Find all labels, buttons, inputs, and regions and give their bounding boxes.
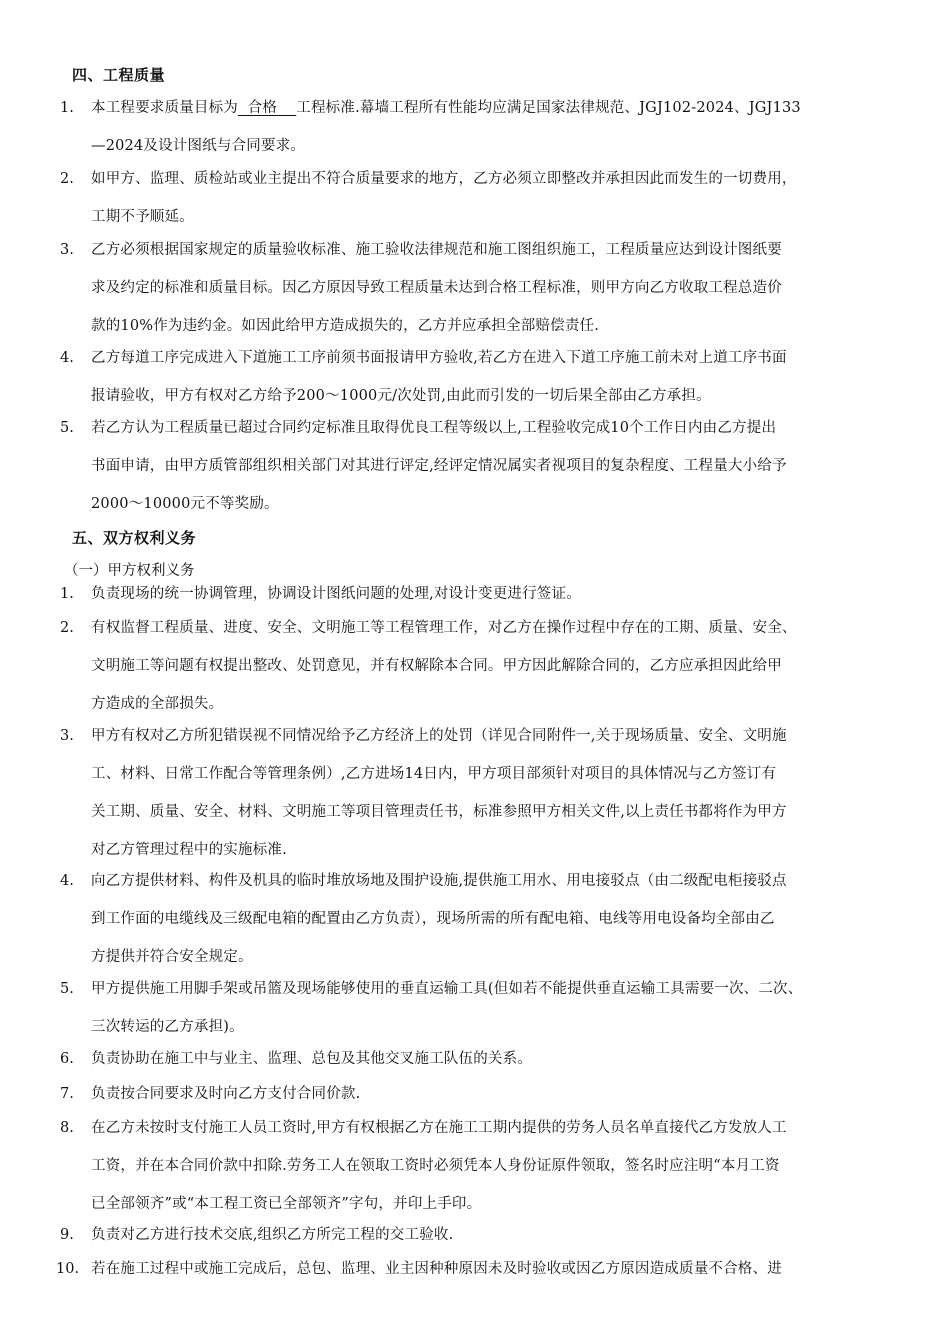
section-4-heading: 四、工程质量: [72, 66, 166, 84]
item-line: 乙方每道工序完成进入下道施工工序前须书面报请甲方验收,若乙方在进入下道工序施工前未对上道工序书面: [91, 350, 787, 366]
item-number: 7.: [60, 1086, 74, 1102]
item-line: 报请验收，甲方有权对乙方给予200～1000元/次处罚,由此而引发的一切后果全部由乙方承担。: [91, 388, 711, 404]
quality-target-underlined: 合格: [238, 100, 297, 116]
item-line: 甲方有权对乙方所犯错误视不同情况给予乙方经济上的处罚（详见合同附件一,关于现场质量、安全、文明施: [91, 728, 787, 744]
item-line: 负责协助在施工中与业主、监理、总包及其他交叉施工队伍的关系。: [91, 1051, 532, 1067]
item-line: 关工期、质量、安全、材料、文明施工等项目管理责任书，标准参照甲方相关文件,以上责任书都将作为甲方: [91, 804, 787, 820]
section-5-subheading: （一）甲方权利义务: [64, 563, 195, 579]
item-line: 乙方必须根据国家规定的质量验收标准、施工验收法律规范和施工图组织施工，工程质量应达到设计图纸要: [91, 242, 782, 258]
item-line: 对乙方管理过程中的实施标准.: [91, 842, 287, 858]
item-line: 本工程要求质量目标为 合格 工程标准.幕墙工程所有性能均应满足国家法律规范、JGJ102-2024、JGJ133: [91, 100, 801, 116]
item-number: 4.: [60, 350, 74, 366]
item-number: 5.: [60, 981, 74, 997]
item-line: 若在施工过程中或施工完成后，总包、监理、业主因种种原因未及时验收或因乙方原因造成质量不合格、进: [91, 1261, 782, 1277]
item-line: 到工作面的电缆线及三级配电箱的配置由乙方负责），现场所需的所有配电箱、电线等用电设备均全部由乙: [91, 911, 775, 927]
item-line: 求及约定的标准和质量目标。因乙方原因导致工程质量未达到合格工程标准，则甲方向乙方收取工程总造价: [91, 280, 782, 296]
item-line: 负责现场的统一协调管理，协调设计图纸问题的处理,对设计变更进行签证。: [91, 586, 581, 602]
item-line: 文明施工等问题有权提出整改、处罚意见，并有权解除本合同。甲方因此解除合同的，乙方应承担因此给甲: [91, 658, 782, 674]
item-line: 2000～10000元不等奖励。: [91, 496, 279, 512]
item-line: 书面申请，由甲方质管部组织相关部门对其进行评定,经评定情况属实者视项目的复杂程度、工程量大小给予: [91, 458, 787, 474]
item-line: 负责对乙方进行技术交底,组织乙方所完工程的交工验收.: [91, 1227, 454, 1243]
item-line: 款的10%作为违约金。如因此给甲方造成损失的，乙方并应承担全部赔偿责任.: [91, 318, 600, 334]
item-line: 甲方提供施工用脚手架或吊篮及现场能够使用的垂直运输工具(但如若不能提供垂直运输工具需要一次、二次、: [91, 981, 803, 997]
item-line: 方造成的全部损失。: [91, 696, 224, 712]
item-line: 如甲方、监理、质检站或业主提出不符合质量要求的地方，乙方必须立即整改并承担因此而发生的一切费用，: [91, 171, 797, 187]
item-number: 5.: [60, 420, 74, 436]
item-number: 2.: [60, 171, 74, 187]
item-line: 若乙方认为工程质量已超过合同约定标准且取得优良工程等级以上,工程验收完成10个工作日内由乙方提出: [91, 420, 777, 436]
item-number: 3.: [60, 242, 74, 258]
item-line: 负责按合同要求及时向乙方支付合同价款.: [91, 1086, 361, 1102]
item-line: 方提供并符合安全规定。: [91, 949, 253, 965]
item-number: 1.: [60, 586, 74, 602]
item-number: 2.: [60, 620, 74, 636]
item-number: 4.: [60, 873, 74, 889]
item-number: 6.: [60, 1051, 74, 1067]
item-number: 1.: [60, 100, 74, 116]
item-line: 工、材料、日常工作配合等管理条例）,乙方进场14日内，甲方项目部须针对项目的具体情况与乙方签订有: [91, 766, 777, 782]
item-line: 有权监督工程质量、进度、安全、文明施工等工程管理工作，对乙方在操作过程中存在的工期、质量、安全、: [91, 620, 797, 636]
item-line: 在乙方未按时支付施工人员工资时,甲方有权根据乙方在施工工期内提供的劳务人员名单直接代乙方发放人工: [91, 1120, 787, 1136]
item-line: —2024及设计图纸与合同要求。: [91, 138, 306, 154]
item-number: 3.: [60, 728, 74, 744]
item-line: 三次转运的乙方承担)。: [91, 1019, 244, 1035]
item-number: 8.: [60, 1120, 74, 1136]
item-line: 工期不予顺延。: [91, 209, 194, 225]
section-5-heading: 五、双方权利义务: [72, 529, 197, 547]
item-number: 9.: [60, 1227, 74, 1243]
item-line: 工资，并在本合同价款中扣除.劳务工人在领取工资时必须凭本人身份证原件领取，签名时应注明“本月工资: [91, 1158, 780, 1174]
item-line: 已全部领齐”或“本工程工资已全部领齐”字句，并印上手印。: [91, 1196, 482, 1212]
item-number: 10.: [56, 1261, 80, 1277]
item-line: 向乙方提供材料、构件及机具的临时堆放场地及围护设施,提供施工用水、用电接驳点（由二级配电柜接驳点: [91, 873, 787, 889]
